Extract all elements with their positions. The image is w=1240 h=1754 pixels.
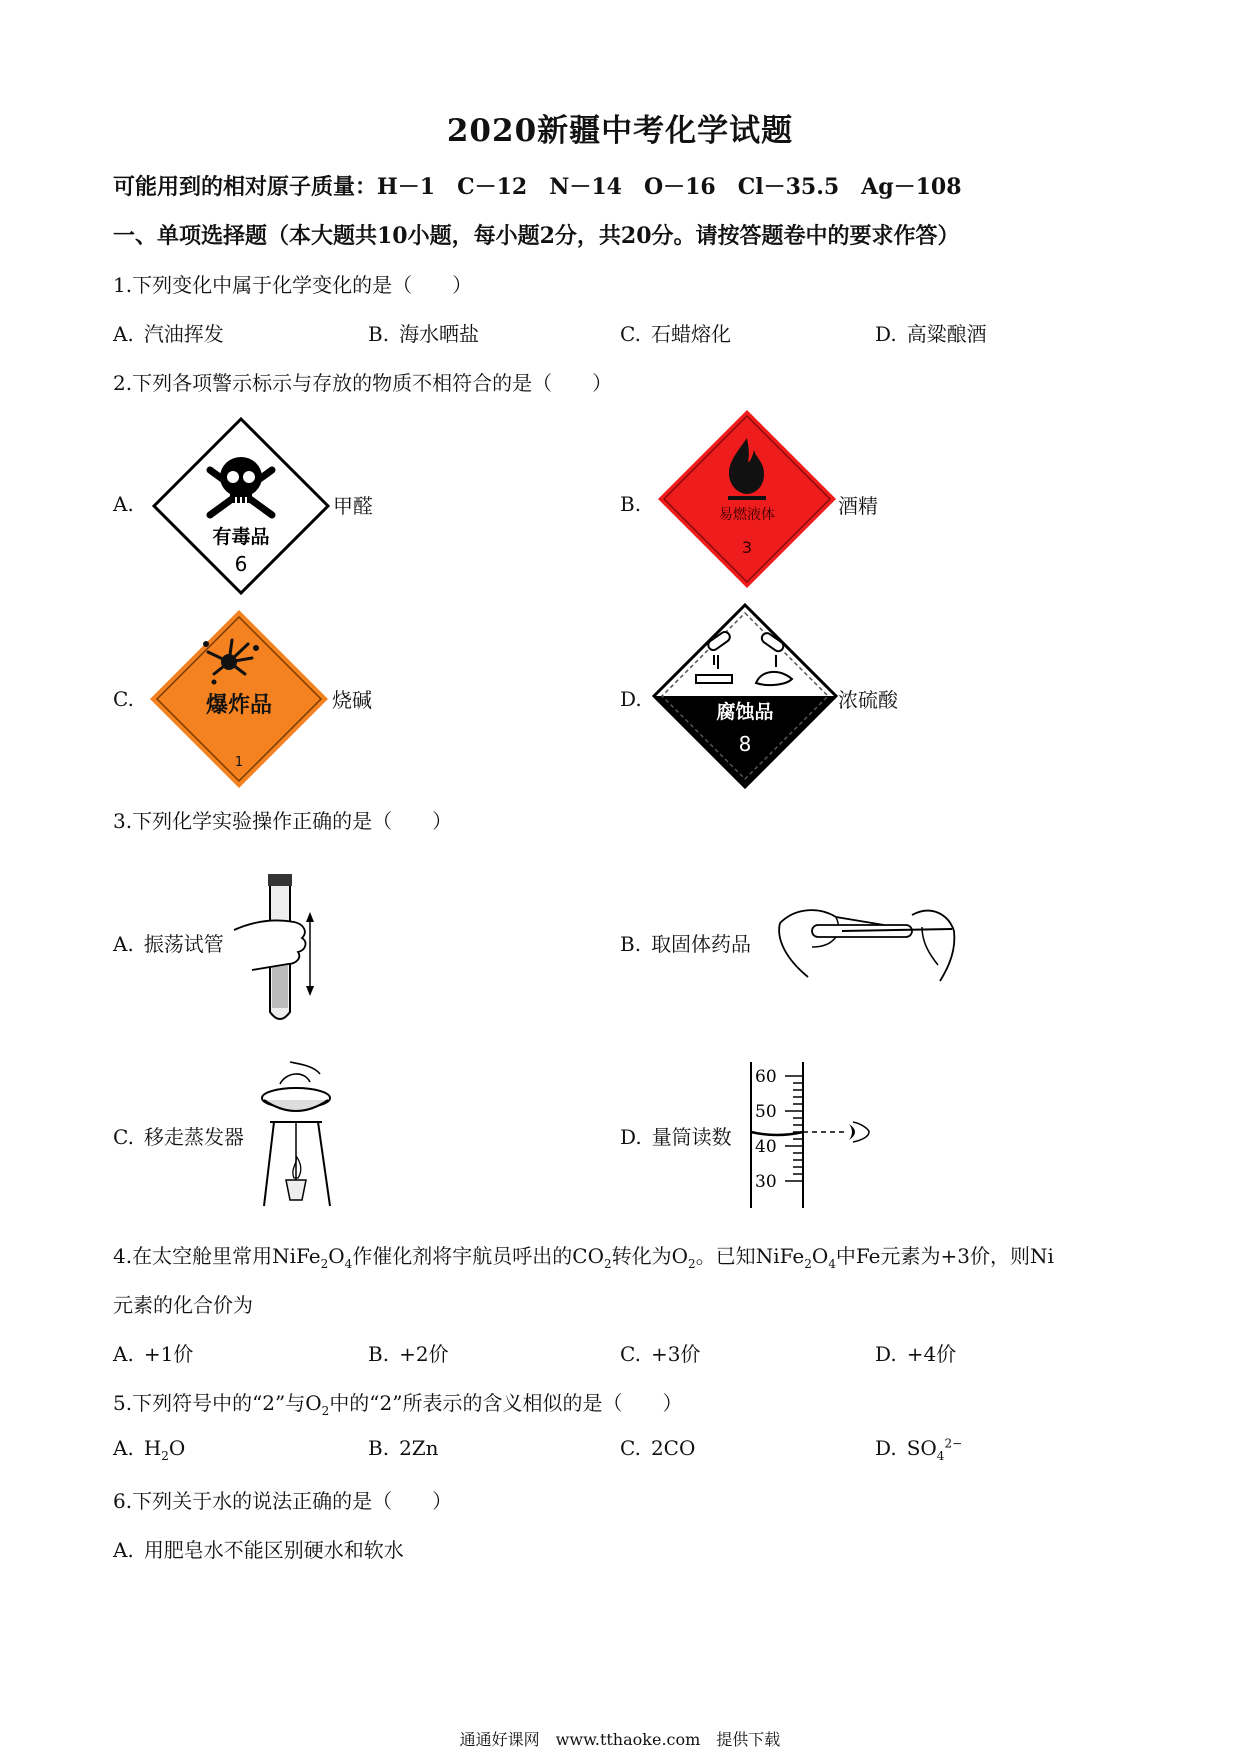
q3-option-b: B. 取固体药品 [620,932,752,956]
q4-stem-line2: 元素的化合价为 [113,1293,253,1317]
q2-stem: 2.下列各项警示标示与存放的物质不相符合的是（ ） [113,371,613,395]
q2-option-d-letter: D. [620,687,642,711]
cylinder-tick-30: 30 [755,1172,777,1192]
q5-option-a: A. $H_2O$ [113,1436,186,1463]
q1-option-d: D. 高粱酿酒 [875,322,987,346]
toxic-sign [150,415,332,597]
explosive-sign-label: 爆炸品 [205,693,273,718]
q5-option-b: B. 2Zn [368,1436,439,1460]
q4-option-a: A. +1价 [113,1342,194,1366]
q5-option-c: C. 2CO [620,1436,696,1460]
graduated-cylinder-illustration [745,1060,875,1210]
q1-option-c: C. 石蜡熔化 [620,322,731,346]
q5-stem: 5.下列符号中的“2”与$O_2$中的“2”所表示的含义相似的是（ ） [113,1391,683,1418]
q2-option-a-substance: 甲醛 [333,494,373,518]
q3-option-c: C. 移走蒸发器 [113,1125,244,1149]
q4-option-c: C. +3价 [620,1342,701,1366]
shake-test-tube-illustration [232,872,322,1027]
corrosive-sign-label: 腐蚀品 [716,701,774,723]
flammable-sign-number: 3 [741,538,753,557]
q3-option-a: A. 振荡试管 [113,932,224,956]
page-footer: 通通好课网 www.tthaoke.com 提供下载 [459,1730,781,1749]
flammable-liquid-sign [656,408,838,590]
q2-option-a-letter: A. [113,492,134,516]
q4-option-d: D. +4价 [875,1342,957,1366]
corrosive-sign-number: 8 [738,732,752,756]
atomic-masses: 可能用到的相对原子质量：H－1 C－12 N－14 O－16 Cl－35.5 Ag－108 [113,174,962,200]
q2-option-b-letter: B. [620,492,642,516]
q1-option-a: A. 汽油挥发 [113,322,224,346]
evaporating-dish-illustration [260,1060,340,1208]
q2-option-b-substance: 酒精 [838,494,878,518]
page-title: 2020新疆中考化学试题 [446,113,794,149]
cylinder-tick-40: 40 [755,1137,777,1157]
explosive-sign-number: 1 [234,755,244,770]
q6-stem: 6.下列关于水的说法正确的是（ ） [113,1489,453,1513]
explosive-sign [148,608,330,790]
q2-option-c-substance: 烧碱 [332,688,372,712]
toxic-sign-number: 6 [234,552,248,576]
section-heading: 一、单项选择题（本大题共10小题，每小题2分，共20分。请按答题卷中的要求作答） [113,223,960,249]
corrosive-sign [652,603,838,789]
cylinder-tick-50: 50 [755,1102,777,1122]
q1-stem: 1.下列变化中属于化学变化的是（ ） [113,273,473,297]
q3-option-d: D. 量筒读数 [620,1125,732,1149]
q6-option-a: A. 用肥皂水不能区别硬水和软水 [113,1538,404,1562]
q2-option-d-substance: 浓硫酸 [838,688,898,712]
toxic-sign-label: 有毒品 [212,526,270,548]
q3-stem: 3.下列化学实验操作正确的是（ ） [113,809,453,833]
q4-stem: 4.在太空舱里常用$NiFe_2O_4$作催化剂将宇航员呼出的$CO_2$转化为$O_2$。已知$NiFe_2O_4$中Fe元素为+3价，则Ni [113,1244,1054,1271]
take-solid-reagent-illustration [772,895,957,985]
cylinder-tick-60: 60 [755,1067,777,1087]
q2-option-c-letter: C. [113,687,134,711]
q1-option-b: B. 海水晒盐 [368,322,480,346]
q5-option-d: D. $SO_4^{2-}$ [875,1436,963,1463]
flammable-sign-label: 易燃液体 [719,507,775,523]
q4-option-b: B. +2价 [368,1342,449,1366]
